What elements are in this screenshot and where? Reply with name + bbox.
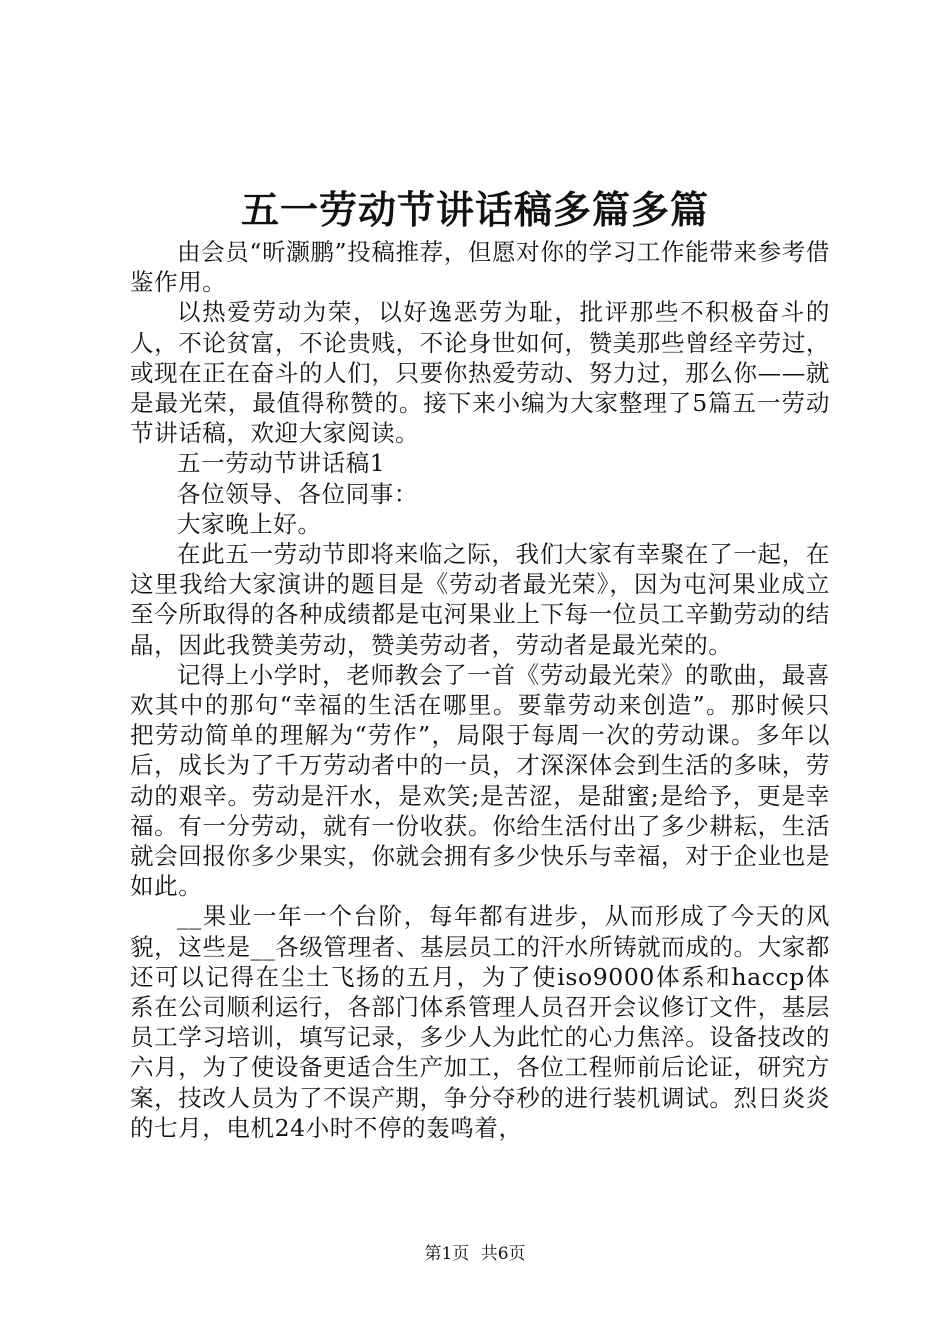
paragraph-intro: 由会员“昕灏鹏”投稿推荐，但愿对你的学习工作能带来参考借鉴作用。: [130, 238, 830, 297]
page-footer: [0, 1243, 950, 1265]
page-number: 第1页: [424, 1244, 470, 1264]
paragraph-summary: 以热爱劳动为荣，以好逸恶劳为耻，批评那些不积极奋斗的人，不论贫富，不论贵贱，不论身世如何，赞美那些曾经辛劳过，或现在正在奋斗的人们，只要你热爱劳动、努力过，那么你——就是最光荣，最值得称赞的。接下来小编为大家整理了5篇五一劳动节讲话稿，欢迎大家阅读。: [130, 298, 830, 448]
total-pages: 共6页: [480, 1244, 526, 1264]
document-body: [130, 237, 830, 1143]
salutation: 各位领导、各位同事：: [177, 479, 418, 508]
paragraph-body: 记得上小学时，老师教会了一首《劳动最光荣》的歌曲，最喜欢其中的那句“幸福的生活在哪里。要靠劳动来创造”。那时候只把劳动简单的理解为“劳作”，局限于每周一次的劳动课。多年以后，成长为了千万劳动者中的一员，才深深体会到生活的多味，劳动的艰辛。劳动是汗水，是欢笑;是苦涩，是甜蜜;是给予，更是幸福。有一分劳动，就有一份收获。你给生活付出了多少耕耘，生活就会回报你多少果实，你就会拥有多少快乐与幸福，对于企业也是如此。: [130, 660, 830, 901]
greeting: 大家晚上好。: [177, 509, 322, 538]
paragraph-body: 在此五一劳动节即将来临之际，我们大家有幸聚在了一起，在这里我给大家演讲的题目是《劳动者最光荣》，因为屯河果业成立至今所取得的各种成绩都是屯河果业上下每一位员工辛勤劳动的结晶，因此我赞美劳动，赞美劳动者，劳动者是最光荣的。: [130, 540, 830, 659]
section-heading: 五一劳动节讲话稿1: [177, 449, 386, 478]
paragraph-body: __果业一年一个台阶，每年都有进步，从而形成了今天的风貌，这些是__各级管理者、基层员工的汗水所铸就而成的。大家都还可以记得在尘土飞扬的五月，为了使iso9000体系和haccp体系在公司顺利运行，各部门体系管理人员召开会议修订文件，基层员工学习培训，填写记录，多少人为此忙的心力焦淬。设备技改的六月，为了使设备更适合生产加工，各位工程师前后论证，研究方案，技改人员为了不误产期，争分夺秒的进行装机调试。烈日炎炎的七月，电机24小时不停的轰鸣着，: [130, 902, 830, 1142]
document-title: 五一劳动节讲话稿多篇多篇: [240, 187, 709, 232]
